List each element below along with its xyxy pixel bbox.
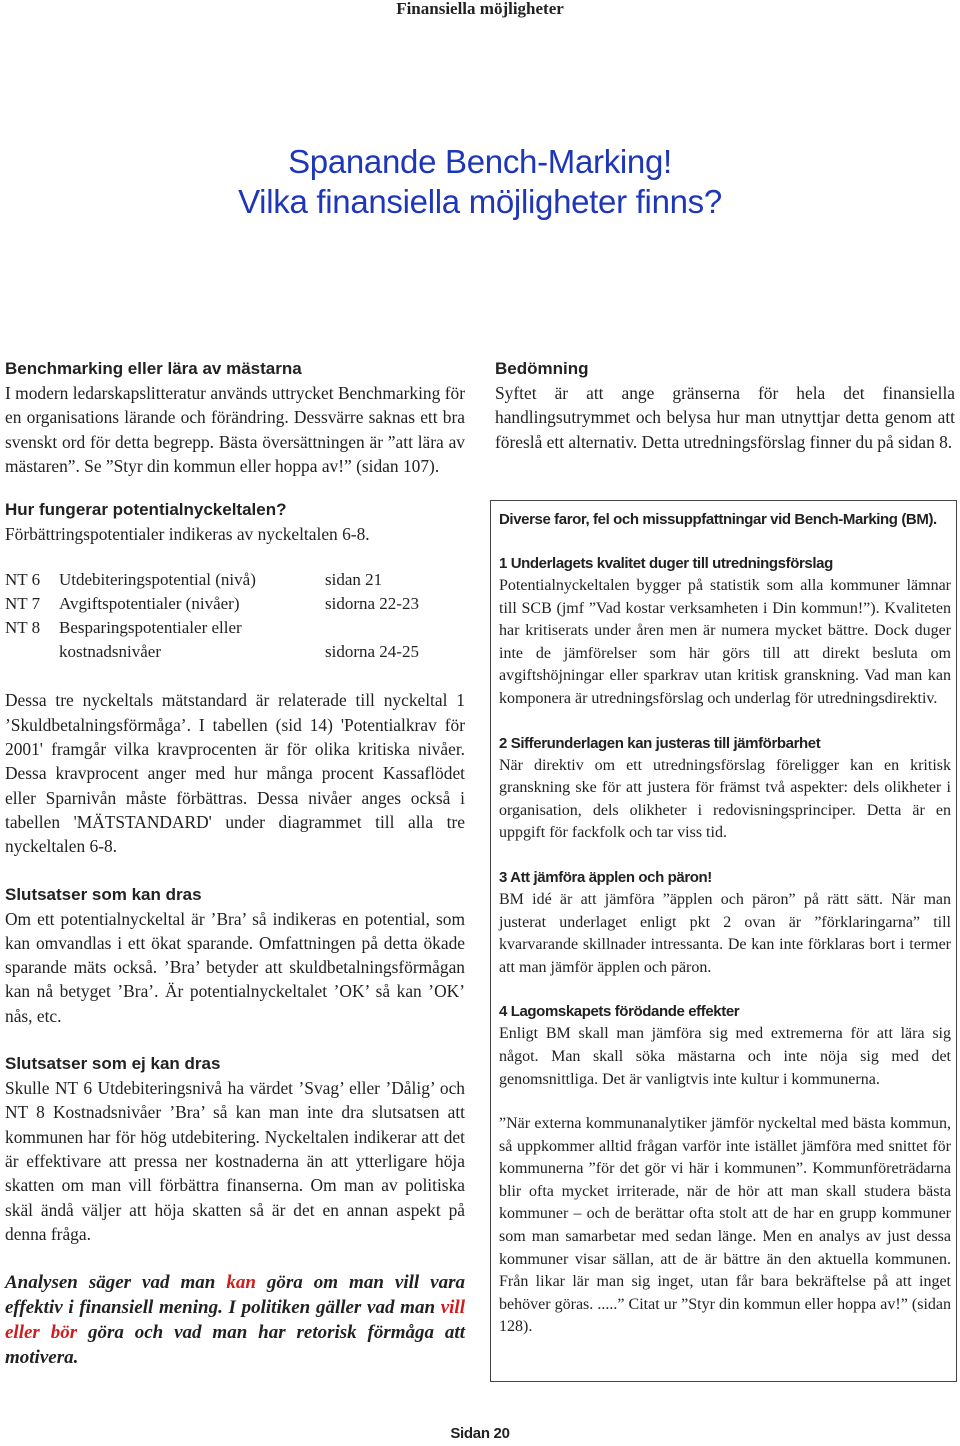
nt-desc: Besparingspotentialer eller	[59, 618, 242, 638]
nt-desc: kostnadsnivåer	[59, 642, 161, 662]
box-item-heading: 1 Underlagets kvalitet duger till utredningsförslag	[499, 555, 833, 572]
page-title-line-2: Vilka finansiella möjligheter finns?	[238, 183, 722, 220]
box-item-heading: 2 Sifferunderlagen kan justeras till jämförbarhet	[499, 734, 821, 752]
box-item-text: BM idé är att jämföra ”äpplen och päron” på rätt sätt. När man justerat underlaget enligt pkt 2 ovan är ”förklaringarna” till kvarvarande skillnader intressanta. De kan inte förklaras bort i termer att man jämför äpplen och päron.	[499, 890, 951, 976]
page-title-line-1: Spanande Bench-Marking!	[288, 143, 672, 180]
box-title: Diverse faror, fel och missuppfattningar vid Bench-Marking (BM).	[499, 511, 937, 528]
section-text-slutsatser-ej: Skulle NT 6 Utdebiteringsnivå ha värdet ’Svag’ eller ’Dålig’ och NT 8 Kostnadsnivåer ’Bra’ så kan man inte dra slutsatsen att kommunen har för hög utdebitering. Nyckeltalen indikerar att det är effektivare att pressa ner kostnaderna än att ytterligare höja skatten om man vill förbättra finanserna. Om man av politiska skäl ändå väljer att höja skatten så är det en annan aspekt på denna fråga.	[5, 1078, 465, 1244]
conclusion-part-2: göra om man vill vara effektiv i finansiell mening. I politiken gäller vad man	[5, 1272, 465, 1319]
nt-desc: Utdebiteringspotential (nivå)	[59, 570, 256, 590]
page-title	[0, 142, 960, 222]
conclusion-part-1: Analysen säger vad man	[5, 1272, 227, 1294]
nt-code: NT 7	[5, 594, 41, 614]
section-heading-potential: Hur fungerar potentialnyckeltalen?	[5, 500, 287, 520]
conclusion-highlight-vill: vill eller bör	[5, 1297, 465, 1344]
section-text-bedomning: Syftet är att ange gränserna för hela det finansiella handlingsutrymmet och belysa hur man utnyttjar detta genom att föreslå ett alternativ. Detta utredningsförslag finner du på sidan 8.	[495, 383, 955, 452]
nt-row	[5, 568, 465, 592]
nt-page: sidorna 24-25	[325, 642, 419, 662]
box-item-text: När direktiv om ett utredningsförslag föreligger kan en kritisk granskning ske för att justera för främst två aspekter: dels olikheter i organisation, dels olikheter i redovisningsprinciper. Detta är en uppgift för fackfolk och tar viss tid.	[499, 756, 951, 842]
conclusion-highlight-kan: kan	[226, 1272, 256, 1294]
box-item-text: Potentialnyckeltalen bygger på statistik som alla kommuner lämnar till SCB (jmf ”Vad kostar verksamheten i Din kommun!”). Kvaliteten har kritiserats under åren men är numera mycket bättre. Dock duger inte de jämförelser som här görs till att direkt besluta om avgiftshöjningar eller sparkrav utan kritisk granskning. Vad man kan komponera är utredningsförslag och underlag för utredningsdirektiv.	[499, 577, 951, 707]
nt-page: sidan 21	[325, 570, 383, 590]
section-heading-benchmarking: Benchmarking eller lära av mästarna	[5, 359, 302, 378]
box-item-heading: 3 Att jämföra äpplen och päron!	[499, 868, 712, 886]
nt-code: NT 6	[5, 570, 41, 590]
box-item-text: Enligt BM skall man jämföra sig med extremerna för att lära sig något. Man skall söka mästarna och inte nöja sig med det genomsnittliga. Det är vanligtvis inte kultur i kommunerna.	[499, 1025, 951, 1088]
nt-code	[5, 640, 59, 664]
section-text-matstandard: Dessa tre nyckeltals mätstandard är relaterade till nyckeltal 1 ’Skuldbetalningsförmåga’. I tabellen (sid 14) 'Potentialkrav för 2001' framgår vilka kravprocenten är för olika kritiska nivåer. Dessa kravprocent anger med hur många procent Kassaflödet eller Sparnivån måste förbättras. Dessa nivåer anges också i tabellen 'MÄTSTANDARD' under diagrammet till alla tre nyckeltalen 6-8.	[5, 690, 465, 857]
nt-page: sidorna 22-23	[325, 594, 419, 614]
nt-table	[5, 568, 465, 664]
left-column	[5, 357, 465, 1370]
conclusion-statement	[5, 1270, 465, 1370]
running-header: Finansiella möjligheter	[396, 0, 564, 18]
page-number: Sidan 20	[450, 1425, 510, 1442]
box-quote: ”När externa kommunanalytiker jämför nyckeltal med bästa kommun, så uppkommer alltid frågan varför inte istället jämföra med snittet för kommunerna ”för det gör vi här i kommunen”. Kommunföreträdarna blir ofta mycket irriterade, när de hör att man skall studera bästa kommuner – och de berättar ofta stolt att de har en grupp kommuner som man samarbetar med sedan länge. Men en analys av just dessa kommuner visar sällan, att de är bättre än den aktuella kommunen. Från likar lär man sig inget, utan får bara bekräftelse på att inget behöver göras. .....” Citat ur ”Styr din kommun eller hoppa av!” (sidan 128).	[499, 1115, 951, 1336]
section-text-benchmarking: I modern ledarskapslitteratur används uttrycket Benchmarking för en organisations lärande och förändring. Dessvärre saknas ett bra svenskt ord för detta begrepp. Bästa översättningen är ”att lära av mästaren”. Se ”Styr din kommun eller hoppa av!” (sidan 107).	[5, 383, 465, 476]
section-text-slutsatser-kan: Om ett potentialnyckeltal är ’Bra’ så indikeras en potential, som kan omvandlas i ett ökat sparande. Omfattningen på detta ökade sparande mäts också. ’Bra’ betyder att skuldbetalningsförmågan kan nå betyget ’Bra’. Är potentialnyckeltalet ’OK’ så kan ’OK’ nås, etc.	[5, 908, 465, 1026]
box-item-heading: 4 Lagomskapets förödande effekter	[499, 1003, 740, 1021]
section-heading-slutsatser-ej: Slutsatser som ej kan dras	[5, 1054, 221, 1074]
section-heading-slutsatser-kan: Slutsatser som kan dras	[5, 884, 202, 904]
nt-desc: Avgiftspotentialer (nivåer)	[59, 594, 240, 614]
right-column	[495, 357, 955, 454]
nt-row	[5, 616, 465, 640]
sidebar-box	[490, 500, 957, 1382]
conclusion-part-3: göra och vad man har retorisk förmåga att motivera.	[5, 1322, 465, 1369]
nt-row	[5, 640, 465, 664]
section-text-potential: Förbättringspotentialer indikeras av nyckeltalen 6-8.	[5, 524, 370, 545]
nt-row	[5, 592, 465, 616]
section-heading-bedomning: Bedömning	[495, 359, 589, 378]
nt-code: NT 8	[5, 618, 41, 638]
